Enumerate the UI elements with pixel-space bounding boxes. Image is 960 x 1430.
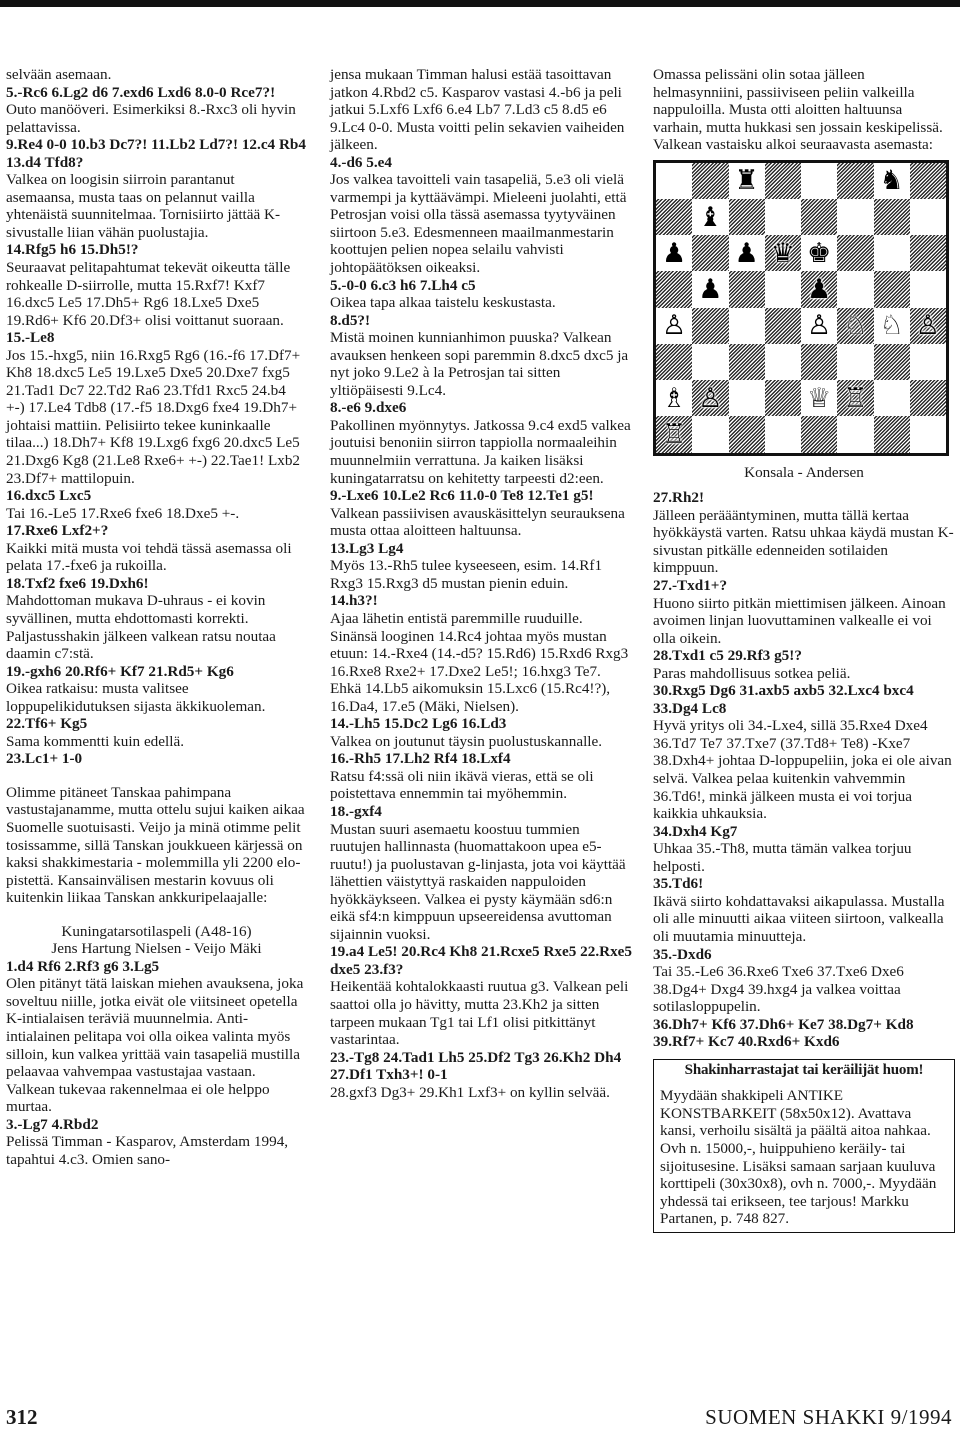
move-line: 30.Rxg5 Dg6 31.axb5 axb5 32.Lxc4 bxc4 33.Dg4 Lc8 <box>653 682 914 717</box>
column-middle <box>330 66 632 1101</box>
commentary-paragraph: Jens Hartung Nielsen - Veijo Mäki <box>51 940 262 958</box>
board-square <box>837 163 873 199</box>
board-square <box>692 235 728 271</box>
commentary-paragraph: 28.gxf3 Dg3+ 29.Kh1 Lxf3+ on kyllin selvää. <box>330 1083 610 1101</box>
board-square <box>801 199 837 235</box>
board-square <box>765 416 801 452</box>
move-line: 16.dxc5 Lxc5 <box>6 487 92 505</box>
move-line: 8.-e6 9.dxe6 <box>330 399 407 417</box>
move-line: 14.Rfg5 h6 15.Dh5!? <box>6 241 139 259</box>
board-square <box>910 163 946 199</box>
move-line: 4.-d6 5.e4 <box>330 153 393 171</box>
commentary-paragraph: Tai 16.-Le5 17.Rxe6 fxe6 18.Dxe5 +-. <box>6 504 240 522</box>
chess-piece-icon: ♞ <box>879 165 904 197</box>
move-line: 19.a4 Le5! 20.Rc4 Kh8 21.Rcxe5 Rxe5 22.Rxe5 dxe5 23.f3? <box>330 943 633 978</box>
commentary-paragraph: Valkean passiivisen avauskäsittelyn seurauksena musta ottaa aloitteen haltuunsa. <box>330 504 625 540</box>
chess-piece-icon: ♙ <box>662 310 687 342</box>
board-square <box>837 308 873 344</box>
board-square <box>837 380 873 416</box>
move-line: 19.-gxh6 20.Rf6+ Kf7 21.Rd5+ Kg6 <box>6 662 234 680</box>
chess-board <box>653 160 949 456</box>
board-square <box>874 308 910 344</box>
commentary-paragraph: Jos valkea tavoitteli vain tasapeliä, 5.e3 oli vielä varmempi ja kyttäävämpi. Mieleeni juolahti, että Petrosjan voisi olla tässä asemassa tyytyväinen siirtoon 5.e3. Edesmenneen maailmanmestarin koottujen pelien nopea selailu vahvisti johtopäätöksen oikeaksi. <box>330 171 627 277</box>
commentary-paragraph: Valkea on loogisin siirroin parantanut asemaansa, musta taas on pelannut vailla yhtenäistä suunnitelmaa. Tornisiirto jättää K-sivustalle liian vähän puolustajia. <box>6 171 281 241</box>
board-square <box>910 416 946 452</box>
move-line: 22.Tf6+ Kg5 <box>6 715 88 733</box>
move-line: 14.h3?! <box>330 592 378 610</box>
commentary-paragraph: Outo manööveri. Esimerkiksi 8.-Rxc3 oli hyvin pelattavissa. <box>6 101 296 136</box>
move-line: 18.Txf2 fxe6 19.Dxh6! <box>6 574 149 592</box>
board-square <box>910 271 946 307</box>
board-square <box>801 163 837 199</box>
board-square <box>874 344 910 380</box>
board-square <box>837 344 873 380</box>
board-square <box>801 344 837 380</box>
move-line: 17.Rxe6 Lxf2+? <box>6 522 109 540</box>
board-square <box>874 271 910 307</box>
board-square <box>729 163 765 199</box>
commentary-paragraph: Seuraavat pelitapahtumat tekevät oikeutta tälle rohkealle D-siirrolle, mutta 15.Rxf7! Kxf7 16.dxc5 Le5 17.Dh5+ Rg6 18.Lxe5 Dxe5 19.Rd6+ Kf6 20.Df3+ olisi voittanut suoraan. <box>6 259 291 329</box>
board-square <box>910 199 946 235</box>
board-square <box>765 308 801 344</box>
commentary-paragraph: Heikentää kohtalokkaasti ruutua g3. Valkean peli saattoi olla jo hävitty, mutta 23.Kh2 ja sitten tarpeen mukaan Tg1 tai Lf1 olisi pitkittänyt vastarintaa. <box>330 978 629 1049</box>
chess-piece-icon: ♗ <box>662 382 687 414</box>
commentary-paragraph: Hyvä yritys oli 34.-Lxe4, sillä 35.Rxe4 Dxe4 36.Td7 Te7 37.Txe7 (37.Td8+ Te8) -Kxe7 38.Dxh4+ johtaa D-loppupeliin, joka ei ole aivan selvä. Valkea pelaa kuitenkin vahvemmin 36.Td6!, minkä jälkeen musta ei voi torjua kaikkia uhkauksia. <box>653 717 952 823</box>
move-line: 5.-Rc6 6.Lg2 d6 7.exd6 Lxd6 8.0-0 Rce7?! <box>6 83 276 101</box>
move-line: 14.-Lh5 15.Dc2 Lg6 16.Ld3 <box>330 715 507 733</box>
move-line: 27.-Txd1+? <box>653 577 728 595</box>
chess-piece-icon: ♟ <box>734 237 759 269</box>
board-square <box>692 163 728 199</box>
board-square <box>874 163 910 199</box>
commentary-paragraph: Myös 13.-Rh5 tulee kyseeseen, esim. 14.Rf1 Rxg3 15.Rxg3 d5 mustan pienin eduin. <box>330 557 603 592</box>
column-right <box>653 66 955 1233</box>
commentary-paragraph: Olen pitänyt tätä laiskan miehen avauksena, joka soveltuu niille, jotka eivät ole viitsineet opetella K-intialaisen teräviä muunnelmia. Anti-intialainen pelitapa voi olla oikea valinta myös silloin, kun valkea yrittää vain tasapeliä mustilla pelaavaa vahvempaa vastustajaa vastaan. Valkean tukevaa rakennelmaa ei ole helppo murtaa. <box>6 975 304 1116</box>
chess-piece-icon: ♛ <box>770 237 795 269</box>
top-rule <box>0 0 960 7</box>
commentary-paragraph: selvään asemaan. <box>6 66 112 83</box>
move-line: 13.Lg3 Lg4 <box>330 539 404 557</box>
move-line: 23.-Tg8 24.Tad1 Lh5 25.Df2 Tg3 26.Kh2 Dh4 27.Df1 Txh3+! 0-1 <box>330 1048 622 1084</box>
chess-piece-icon: ♘ <box>843 310 868 342</box>
commentary-paragraph: Ajaa lähetin entistä paremmille ruuduille. Sinänsä looginen 14.Rc4 johtaa myös mustan etuun: 14.-Rxe4 (14.-d5? 15.Rd6) 15.Rxd6 Rxg3 16.Rxe8 Rxe2+ 17.Dxe2 Le5!; 16.hxg3 Te7. Ehkä 14.Lb5 aikomuksin 15.Lxc6 (15.Rc4!?), 16.Da4, 17.e5 (Mäki, Nielsen). <box>330 609 629 715</box>
board-square <box>692 380 728 416</box>
board-square <box>874 235 910 271</box>
move-line: 27.Rh2! <box>653 489 705 507</box>
commentary-paragraph: Jälleen peräääntyminen, mutta tällä kertaa hyökkäystä varten. Ratsu uhkaa käydä mustan K-sivustan pitkälle edenneiden sotilaiden kimppuun. <box>653 506 954 577</box>
chess-piece-icon: ♖ <box>843 382 868 414</box>
board-square <box>729 308 765 344</box>
chess-piece-icon: ♙ <box>807 310 832 342</box>
chess-piece-icon: ♘ <box>879 310 904 342</box>
board-square <box>692 416 728 452</box>
board-square <box>656 235 692 271</box>
chess-piece-icon: ♟ <box>698 274 723 306</box>
board-square <box>801 235 837 271</box>
move-line: 15.-Le8 <box>6 329 55 347</box>
commentary-paragraph: Kuningatarsotilaspeli (A48-16) <box>61 922 252 940</box>
board-square <box>692 344 728 380</box>
commentary-paragraph: jensa mukaan Timman halusi estää tasoittavan jatkon 4.Rbd2 c5. Kasparov vastasi 4.-b6 ja peli jatkui 5.Lxf6 Lxf6 6.e4 Lb7 7.Ld3 c5 8.d5 e6 9.Lc4 0-0. Musta voitti pelin sekavien vaiheiden jälkeen. <box>330 66 625 154</box>
intro-paragraph: Omassa pelissäni olin sotaa jälleen helmasynniini, passiiviseen peliin valkeilla nappuloilla. Musta otti aloitten haltuunsa varhain, mutta hukkasi sen jossain keskipelissä. Valkean vastaisku alkoi seuraavasta asemasta: <box>653 66 943 154</box>
board-square <box>729 235 765 271</box>
move-line: 18.-gxf4 <box>330 802 382 820</box>
chess-piece-icon: ♖ <box>662 419 687 451</box>
board-square <box>729 344 765 380</box>
board-square <box>692 199 728 235</box>
commentary-paragraph: Pakollinen myönnytys. Jatkossa 9.c4 exd5 valkea joutuisi benoniin siirron tappiolla normaaleihin muunnelmiin verrattuna. Ja kaiken lisäksi kuningatarratsu on kehitetty tarpeesti d2:een. <box>330 416 631 487</box>
move-line: 1.d4 Rf6 2.Rf3 g6 3.Lg5 <box>6 957 160 975</box>
commentary-paragraph: Mustan suuri asemaetu koostuu tummien ruutujen hallinnasta (huomattakoon upea e5-ruutu!) ja puolustavan g-linjasta, jota voi käyttää lähettien väistyttyä raskaiden nappuloiden hyökkäykseen. Valkea ei pysty käymään sd6:n eikä sf4:n kimppuun upseereidensa avuttoman sijainnin vuoksi. <box>330 820 626 943</box>
board-square <box>837 271 873 307</box>
commentary-paragraph: Jos 15.-hxg5, niin 16.Rxg5 Rg6 (16.-f6 17.Df7+ Kh8 18.dxc5 Le5 19.Lxe5 Dxe5 20.Dxe7 fxg5 21.Tad1 Dc7 22.Td2 Ra6 23.Tfd1 Rxc5 24.b4 +-) 17.Le4 Tdb8 (17.-f5 18.Dxg6 fxe4 19.Dh7+ johtaisi mattiin. Pelisiirto tekee kuninkaalle tilaa...) 18.Dh7+ Kf8 19.Lxg6 fxg6 20.dxc5 Le5 21.Dxg6 Kg8 (21.Le8 Rxe6+ +-) 22.Tae1! Lxb2 23.Df7+ mattilopuin. <box>6 346 301 487</box>
ad-body: Myydään shakkipeli ANTIKE KONSTBARKEIT (58x50x12). Avattava kansi, verhoilu sisältä ja päältä aitoa nahkaa. Ovh n. 15000,-, huippuhieno keräily- tai sijoitusesine. Lisäksi samaan sarjaan kuuluva korttipeli (30x30x8), ovh n. 7000,-. Myydään yhdessä tai erikseen, tee tarjous! Markku Partanen, p. 748 827. <box>660 1087 937 1228</box>
board-square <box>801 416 837 452</box>
commentary-paragraph: Ikävä siirto kohdattavaksi aikapulassa. Mustalla oli alle minuutti aikaa viiteen siirtoon, valkealla oli muutamia minuutteja. <box>653 892 945 945</box>
board-square <box>874 416 910 452</box>
move-line: 9.Re4 0-0 10.b3 Dc7?! 11.Lb2 Ld7?! 12.c4 Rb4 13.d4 Tfd8? <box>6 136 306 171</box>
chess-piece-icon: ♟ <box>807 274 832 306</box>
commentary-paragraph: Sama kommentti kuin edellä. <box>6 732 184 750</box>
board-square <box>656 308 692 344</box>
board-square <box>801 308 837 344</box>
board-square <box>656 163 692 199</box>
commentary-paragraph: Tai 35.-Le6 36.Rxe6 Txe6 37.Txe6 Dxe6 38.Dg4+ Dxg4 39.hxg4 ja valkea voittaa sotilasloppupelin. <box>653 963 904 1016</box>
board-square <box>656 416 692 452</box>
board-square <box>765 271 801 307</box>
board-square <box>837 416 873 452</box>
board-square <box>656 380 692 416</box>
commentary-paragraph: Oikea tapa alkaa taistelu keskustasta. <box>330 294 556 312</box>
move-line: 35.Td6! <box>653 875 704 893</box>
commentary-paragraph: Kaikki mitä musta voi tehdä tässä asemassa oli pelata 17.-fxe6 ja rukoilla. <box>6 539 292 575</box>
commentary-paragraph: Huono siirto pitkän miettimisen jälkeen. Ainoan avoimen linjan luovuttaminen valkealle ei voi olla oikein. <box>653 594 946 647</box>
board-square <box>765 380 801 416</box>
move-line: 5.-0-0 6.c3 h6 7.Lh4 c5 <box>330 276 476 294</box>
commentary-paragraph: Olimme pitäneet Tanskaa pahimpana vastustajanamme, mutta ottelu sujui kaiken aikaa Suomelle suotuisasti. Veijo ja minä otimme pelit tosissamme, sillä Tanskan joukkueen kärjessä on kaksi shakkimestaria - molemmilla yli 2200 elo-pistettä. Kansainvälisen mestarin kovuus oli kuitenkin liikaa Tanskan ankkuripelaajalle: <box>6 783 305 907</box>
commentary-paragraph: Pelissä Timman - Kasparov, Amsterdam 1994, tapahtui 4.c3. Omien sano- <box>6 1133 289 1168</box>
board-square <box>729 380 765 416</box>
chess-piece-icon: ♙ <box>915 310 940 342</box>
board-square <box>656 199 692 235</box>
column-left <box>6 66 307 1168</box>
chess-piece-icon: ♚ <box>807 237 832 269</box>
commentary-paragraph: Valkea on joutunut täysin puolustuskannalle. <box>330 732 603 750</box>
board-square <box>656 271 692 307</box>
board-square <box>910 235 946 271</box>
diagram-caption: Konsala - Andersen <box>744 463 864 481</box>
board-square <box>910 380 946 416</box>
chess-piece-icon: ♜ <box>734 165 759 197</box>
chess-diagram <box>653 160 955 482</box>
board-square <box>729 199 765 235</box>
move-line: 3.-Lg7 4.Rbd2 <box>6 1115 99 1133</box>
board-square <box>837 199 873 235</box>
move-line: 23.Lc1+ 1-0 <box>6 750 83 768</box>
magazine-issue: SUOMEN SHAKKI 9/1994 <box>705 1405 952 1429</box>
chess-piece-icon: ♝ <box>698 201 723 233</box>
move-line: 34.Dxh4 Kg7 <box>653 822 738 840</box>
move-line: 35.-Dxd6 <box>653 945 712 963</box>
paragraph-gap <box>6 768 307 784</box>
board-square <box>765 163 801 199</box>
board-square <box>910 344 946 380</box>
commentary-paragraph: Paras mahdollisuus sotkea peliä. <box>653 664 851 682</box>
chess-piece-icon: ♙ <box>698 382 723 414</box>
board-square <box>656 344 692 380</box>
paragraph-gap <box>6 907 307 923</box>
board-square <box>765 344 801 380</box>
classified-ad <box>653 1059 955 1233</box>
board-square <box>729 416 765 452</box>
chess-piece-icon: ♟ <box>662 237 687 269</box>
commentary-paragraph: Uhkaa 35.-Th8, mutta tämän valkea torjuu helposti. <box>653 840 912 875</box>
board-square <box>692 308 728 344</box>
board-square <box>801 271 837 307</box>
commentary-paragraph: Oikea ratkaisu: musta valitsee loppupelikidutuksen sijasta äkkikuoleman. <box>6 680 266 715</box>
board-square <box>729 271 765 307</box>
commentary-paragraph: Mistä moinen kunnianhimon puuska? Valkean avauksen henkeen sopi paremmin 8.dxc5 dxc5 ja nyt joko 9.Le2 à la Petrosjan tai sitten yltiöpäisesti 9.Lc4. <box>330 329 629 399</box>
board-square <box>837 235 873 271</box>
chess-piece-icon: ♕ <box>807 382 832 414</box>
commentary-paragraph: Ratsu f4:ssä oli niin ikävä vieras, että se oli poistettava ennemmin tai myöhemmin. <box>330 767 594 803</box>
board-square <box>874 380 910 416</box>
board-square <box>910 308 946 344</box>
board-square <box>765 235 801 271</box>
board-square <box>874 199 910 235</box>
board-square <box>692 271 728 307</box>
page-number: 312 <box>6 1405 38 1429</box>
move-line: 16.-Rh5 17.Lh2 Rf4 18.Lxf4 <box>330 750 511 768</box>
board-square <box>801 380 837 416</box>
move-line: 8.d5?! <box>330 311 371 329</box>
ad-title: Shakinharrastajat tai keräilijät huom! <box>684 1061 924 1078</box>
move-line: 36.Dh7+ Kf6 37.Dh6+ Ke7 38.Dg7+ Kd8 39.Rf7+ Kc7 40.Rxd6+ Kxd6 <box>653 1015 914 1051</box>
move-line: 28.Txd1 c5 29.Rf3 g5!? <box>653 647 802 665</box>
column-right-body <box>653 489 955 1051</box>
board-square <box>765 199 801 235</box>
move-line: 9.-Lxe6 10.Le2 Rc6 11.0-0 Te8 12.Te1 g5! <box>330 487 594 505</box>
commentary-paragraph: Mahdottoman mukava D-uhraus - ei kovin syvällinen, mutta ehdottomasti korrekti. Paljastusshakin jälkeen valkean ratsu noutaa daamin c7:stä. <box>6 592 276 663</box>
